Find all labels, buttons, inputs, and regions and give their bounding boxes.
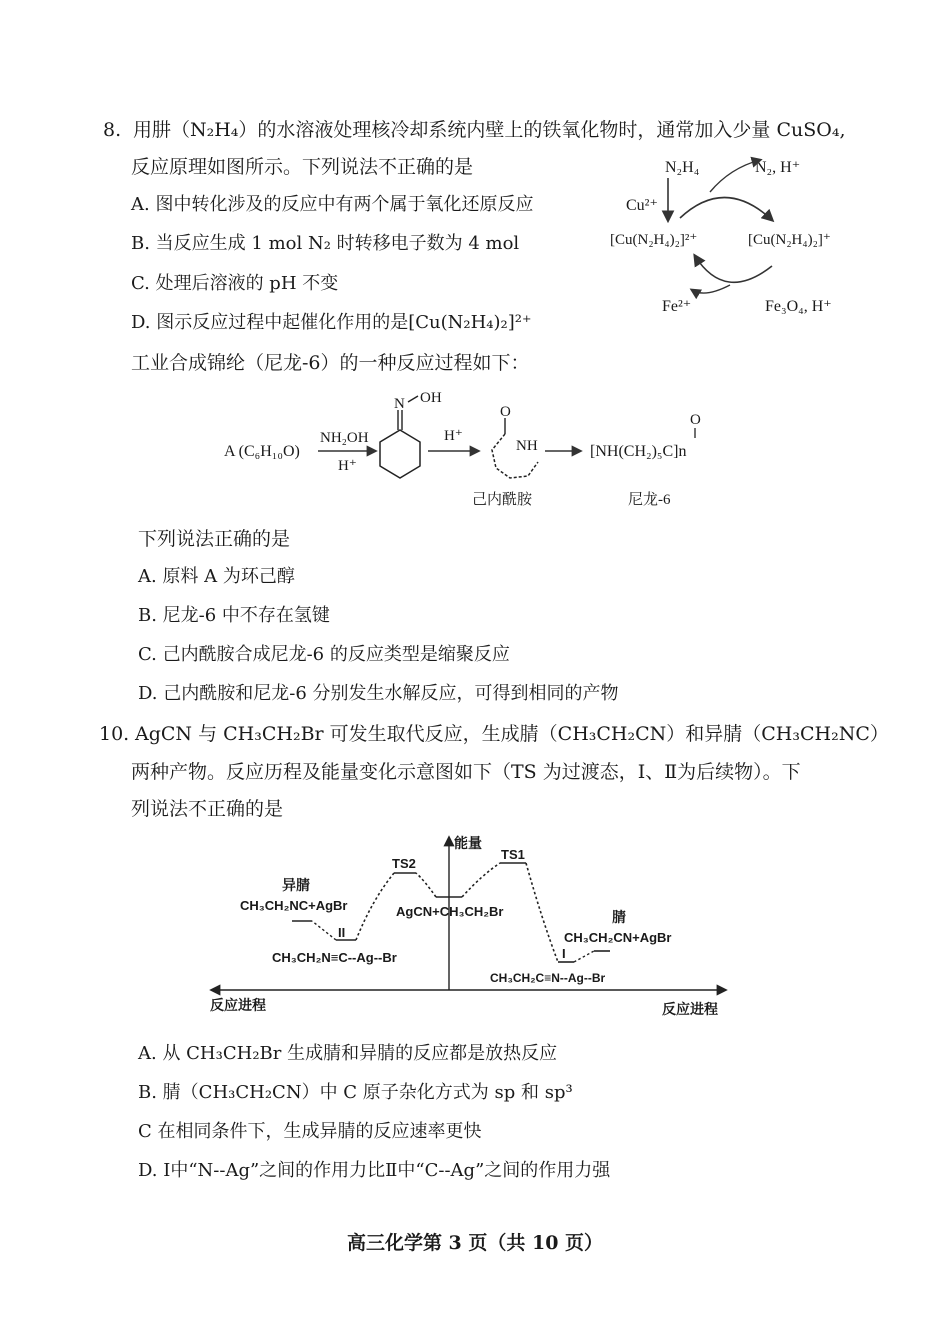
label-ts1: TS1 bbox=[501, 847, 525, 862]
acid-h: H⁺ bbox=[444, 428, 463, 444]
oxime-oh: OH bbox=[420, 390, 442, 406]
q8-option-c: C. 处理后溶液的 pH 不变 bbox=[131, 273, 339, 294]
label-nitrile: 腈 bbox=[612, 909, 626, 925]
q10-option-b: B. 腈（CH₃CH₂CN）中 C 原子杂化方式为 sp 和 sp³ bbox=[138, 1082, 573, 1103]
q9-option-d: D. 己内酰胺和尼龙-6 分别发生水解反应，可得到相同的产物 bbox=[138, 683, 619, 704]
nylon-o: O bbox=[690, 412, 701, 428]
arrow-top-curve bbox=[680, 197, 772, 220]
q10-stem-line1: AgCN 与 CH₃CH₂Br 可发生取代反应，生成腈（CH₃CH₂CN）和异腈（CH₃CH₂NC） bbox=[135, 723, 889, 745]
q9-prompt: 下列说法正确的是 bbox=[138, 528, 291, 550]
label-n2h4: N₂H₄ bbox=[665, 159, 700, 176]
cyclohexane-ring bbox=[380, 430, 420, 478]
q9-option-b: B. 尼龙-6 中不存在氢键 bbox=[138, 605, 330, 626]
label-nylon: 尼龙-6 bbox=[628, 492, 671, 508]
q10-number: 10. bbox=[99, 723, 130, 745]
axis-label-right: 反应进程 bbox=[662, 1001, 718, 1017]
label-isonitrile-formula: CH₃CH₂NC+AgBr bbox=[240, 898, 348, 913]
q9-option-c: C. 己内酰胺合成尼龙-6 的反应类型是缩聚反应 bbox=[138, 644, 510, 665]
lactam-o: O bbox=[500, 404, 511, 420]
q9-stem: 工业合成锦纶（尼龙-6）的一种反应过程如下： bbox=[131, 352, 530, 374]
q8-number: 8. bbox=[103, 119, 122, 141]
label-ts2: TS2 bbox=[392, 856, 416, 871]
nylon-formula: [NH(CH₂)₅C]n bbox=[590, 443, 687, 460]
energy-axis-label: 能量 bbox=[454, 835, 482, 851]
label-complex-left: [Cu(N₂H₄)₂]²⁺ bbox=[610, 232, 698, 248]
q8-option-b: B. 当反应生成 1 mol N₂ 时转移电子数为 4 mol bbox=[131, 233, 520, 254]
q10-stem-line3: 列说法不正确的是 bbox=[131, 798, 284, 820]
arrow-top-release bbox=[710, 160, 760, 192]
reagent-h: H⁺ bbox=[338, 458, 357, 474]
label-cu2: Cu²⁺ bbox=[626, 197, 658, 214]
arrow-bottom-release bbox=[692, 285, 730, 293]
path-ii-to-isonitrile bbox=[312, 921, 336, 940]
oxime-no-bond bbox=[408, 396, 418, 402]
label-isonitrile: 异腈 bbox=[282, 877, 310, 893]
label-lactam: 己内酰胺 bbox=[472, 492, 533, 508]
q10-option-d: D. Ⅰ中“N--Ag”之间的作用力比Ⅱ中“C--Ag”之间的作用力强 bbox=[138, 1160, 611, 1181]
label-i-formula: CH₃CH₂C≡N--Ag--Br bbox=[490, 971, 606, 985]
path-i-to-nitrile bbox=[574, 951, 594, 962]
q10-stem-line2: 两种产物。反应历程及能量变化示意图如下（TS 为过渡态，Ⅰ、Ⅱ为后续物）。下 bbox=[131, 761, 801, 783]
q9-synthesis-scheme bbox=[220, 388, 740, 516]
label-reactants: AgCN+CH₃CH₂Br bbox=[396, 904, 504, 919]
label-fe3o4-h: Fe₃O₄, H⁺ bbox=[765, 298, 832, 315]
arrow-bottom-curve bbox=[695, 256, 772, 282]
oxime-n: N bbox=[394, 396, 405, 412]
q8-stem-line1: 用肼（N₂H₄）的水溶液处理核冷却系统内壁上的铁氧化物时，通常加入少量 CuSO₄, bbox=[133, 119, 846, 141]
label-i: I bbox=[562, 946, 566, 961]
page-footer: 高三化学第 3 页（共 10 页） bbox=[346, 1232, 604, 1254]
label-nitrile-formula: CH₃CH₂CN+AgBr bbox=[564, 930, 672, 945]
reagent-nh2oh: NH₂OH bbox=[320, 430, 369, 446]
label-n2-h: N₂, H⁺ bbox=[755, 159, 801, 176]
q8-option-a: A. 图中转化涉及的反应中有两个属于氧化还原反应 bbox=[131, 194, 534, 215]
q10-option-c: C 在相同条件下，生成异腈的反应速率更快 bbox=[138, 1121, 482, 1142]
q10-option-a: A. 从 CH₃CH₂Br 生成腈和异腈的反应都是放热反应 bbox=[138, 1043, 558, 1064]
label-fe2: Fe²⁺ bbox=[662, 298, 692, 315]
label-ii-formula: CH₃CH₂N≡C--Ag--Br bbox=[272, 950, 397, 965]
label-ii: II bbox=[338, 925, 346, 940]
lactam-nh: NH bbox=[516, 438, 538, 454]
q9-option-a: A. 原料 A 为环己醇 bbox=[138, 566, 295, 587]
q10-energy-diagram bbox=[200, 830, 740, 1020]
axis-label-left: 反应进程 bbox=[210, 997, 266, 1013]
reactant-a: A (C₆H₁₀O) bbox=[224, 443, 300, 460]
q8-catalytic-cycle-diagram bbox=[600, 148, 870, 323]
q8-stem-line2: 反应原理如图所示。下列说法不正确的是 bbox=[131, 156, 474, 178]
q8-option-d: D. 图示反应过程中起催化作用的是[Cu(N₂H₄)₂]²⁺ bbox=[131, 312, 532, 333]
label-complex-right: [Cu(N₂H₄)₂]⁺ bbox=[748, 232, 831, 248]
